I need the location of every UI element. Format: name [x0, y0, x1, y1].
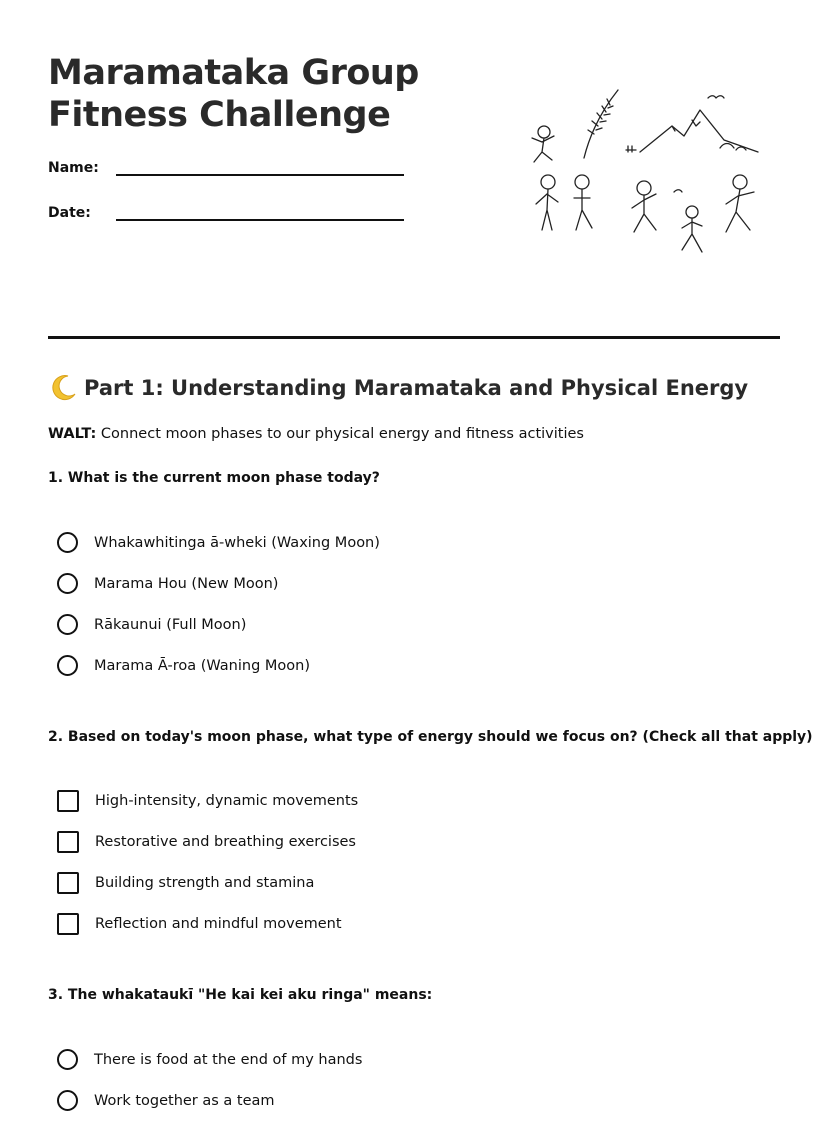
title-line-1: Maramataka Group — [48, 53, 419, 93]
part-1-title: Part 1: Understanding Maramataka and Physical Energy — [84, 376, 749, 400]
question-3-option[interactable] — [57, 1080, 362, 1121]
question-1-option[interactable] — [57, 604, 380, 645]
question-3-prompt: 3. The whakataukī "He kai kei aku ringa" means: — [48, 987, 433, 1003]
option-label: Marama Hou (New Moon) — [94, 575, 279, 592]
question-2-option[interactable] — [57, 821, 358, 862]
question-2-prompt: 2. Based on today's moon phase, what type of energy should we focus on? (Check all that apply) — [48, 729, 813, 745]
radio-button[interactable] — [57, 1049, 78, 1070]
radio-button[interactable] — [57, 532, 78, 553]
question-1-prompt: 1. What is the current moon phase today? — [48, 470, 380, 486]
question-2-option[interactable] — [57, 862, 358, 903]
option-label: Rākaunui (Full Moon) — [94, 616, 247, 633]
worksheet-title — [48, 52, 419, 136]
question-2-option[interactable] — [57, 780, 358, 821]
option-label: Whakawhitinga ā-wheki (Waxing Moon) — [94, 534, 380, 551]
option-label: Reflection and mindful movement — [95, 915, 342, 932]
question-3-option[interactable] — [57, 1039, 362, 1080]
option-label: There is food at the end of my hands — [94, 1051, 363, 1068]
walt-statement — [48, 424, 584, 444]
section-divider — [48, 336, 780, 339]
question-1-option[interactable] — [57, 522, 380, 563]
name-label: Name: — [48, 160, 99, 176]
checkbox[interactable] — [57, 790, 79, 812]
children-running-fern-mountain-illustration — [522, 86, 768, 262]
radio-button[interactable] — [57, 655, 78, 676]
part-1-heading — [48, 373, 748, 403]
date-label: Date: — [48, 205, 91, 221]
option-label: Building strength and stamina — [95, 874, 315, 891]
radio-button[interactable] — [57, 614, 78, 635]
question-3-options — [57, 1039, 362, 1121]
radio-button[interactable] — [57, 573, 78, 594]
date-field[interactable] — [48, 205, 91, 221]
radio-button[interactable] — [57, 1090, 78, 1111]
question-1-options — [57, 522, 380, 686]
question-1-option[interactable] — [57, 563, 380, 604]
walt-label: WALT: — [48, 426, 97, 442]
question-2-option[interactable] — [57, 903, 358, 944]
question-1-option[interactable] — [57, 645, 380, 686]
question-2-options — [57, 780, 358, 944]
checkbox[interactable] — [57, 872, 79, 894]
checkbox[interactable] — [57, 831, 79, 853]
checkbox[interactable] — [57, 913, 79, 935]
title-line-2: Fitness Challenge — [48, 95, 391, 135]
option-label: Work together as a team — [94, 1092, 275, 1109]
name-line[interactable] — [116, 174, 404, 176]
name-field[interactable] — [48, 160, 99, 176]
option-label: Restorative and breathing exercises — [95, 833, 356, 850]
option-label: High-intensity, dynamic movements — [95, 792, 359, 809]
crescent-moon-icon — [48, 373, 78, 403]
date-line[interactable] — [116, 219, 404, 221]
walt-text: Connect moon phases to our physical energy and fitness activities — [100, 426, 584, 442]
option-label: Marama Ā-roa (Waning Moon) — [94, 657, 310, 674]
